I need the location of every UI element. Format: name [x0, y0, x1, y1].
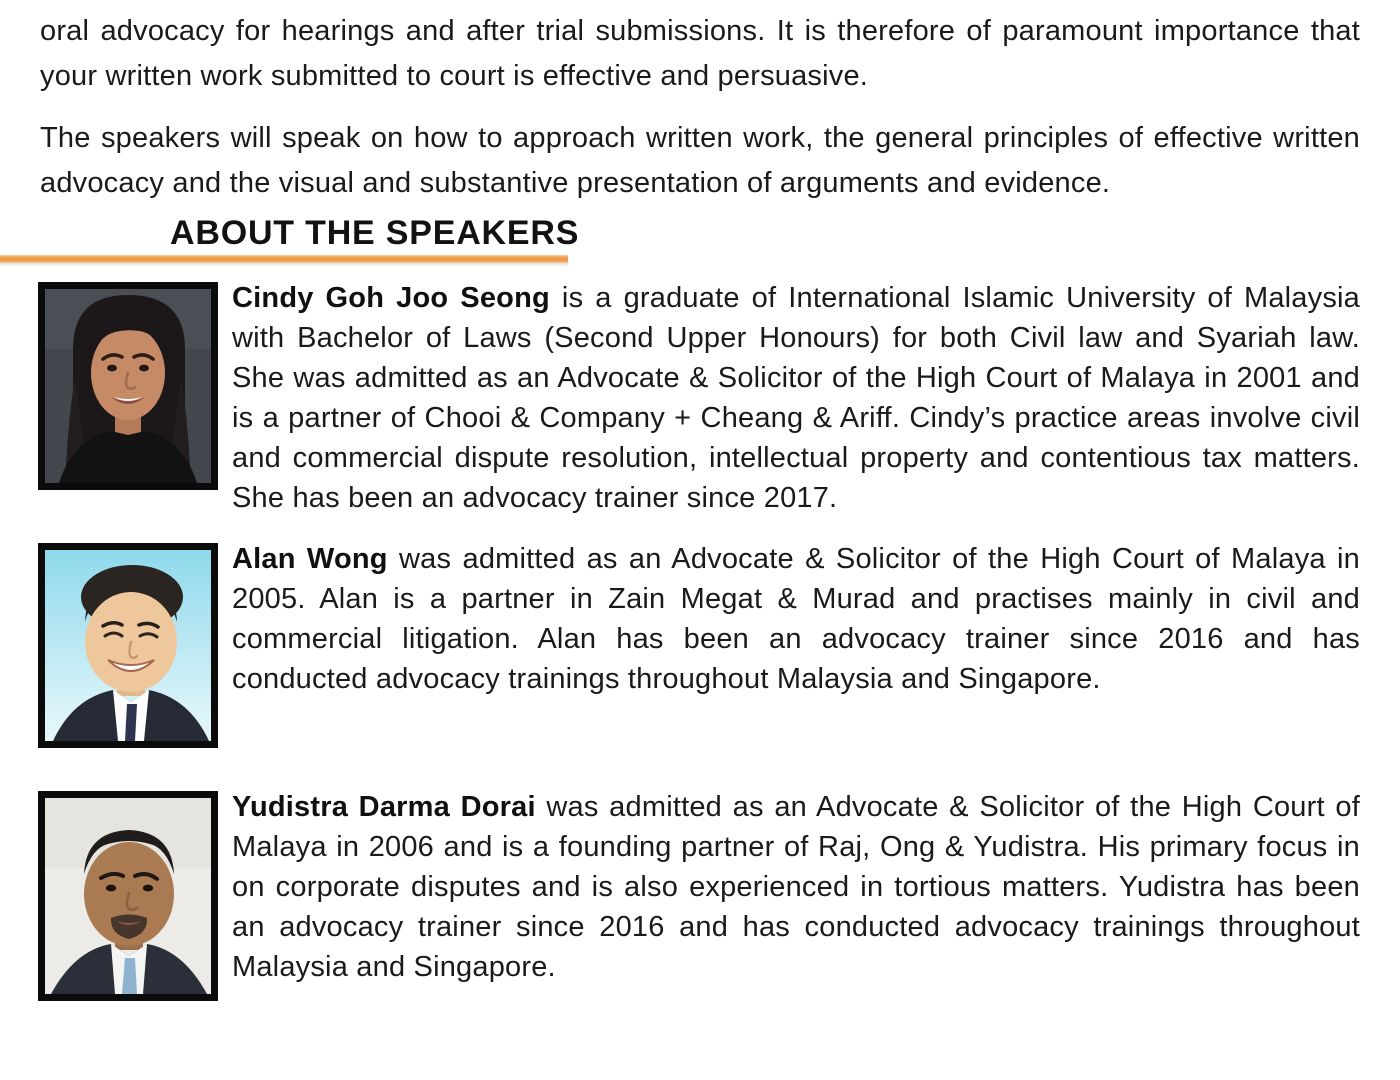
intro-paragraph-2: The speakers will speak on how to approach written work, the general principles of effective written advocacy and the visual and substantive presentation of arguments and evidence.: [40, 122, 1360, 199]
speaker-name: Yudistra Darma Dorai: [232, 791, 536, 823]
speaker-name: Cindy Goh Joo Seong: [232, 282, 550, 314]
section-heading: ABOUT THE SPEAKERS: [170, 214, 580, 252]
speaker-section-alan: [38, 539, 1360, 756]
speaker-section-yudistra: [38, 787, 1360, 1009]
speaker-bio-text: is a graduate of International Islamic University of Malaysia with Bachelor of Laws (Second Upper Honours) for both Civil law and Syariah law. She was admitted as an Advocate & Solicitor of the High Court of Malaya in 2001 and is a partner of Chooi & Company + Cheang & Ariff. Cindy’s practice areas involve civil and commercial dispute resolution, intellectual property and contentious tax matters. She has been an advocacy trainer since 2017.: [232, 282, 1360, 514]
orange-divider: [0, 255, 568, 263]
clipped-text: [38, 0, 1360, 8]
portrait-yudistra-illustration: [45, 798, 211, 994]
speaker-photo-yudistra: [38, 791, 218, 1001]
speaker-section-cindy: [38, 278, 1360, 518]
speaker-bio: [38, 278, 1360, 518]
speaker-bio-text: was admitted as an Advocate & Solicitor of the High Court of Malaya in 2005. Alan is a partner in Zain Megat & Murad and practises mainly in civil and commercial litigation. Alan has been an advocacy trainer since 2016 and has conducted advocacy trainings throughout Malaysia and Singapore.: [232, 543, 1360, 695]
speaker-photo-alan: [38, 543, 218, 748]
intro-paragraph-1: oral advocacy for hearings and after trial submissions. It is therefore of paramount importance that your written work submitted to court is effective and persuasive.: [40, 15, 1360, 92]
speaker-bio: [38, 787, 1360, 987]
speaker-bio: [38, 539, 1360, 699]
clipped-text-line: [38, 0, 1360, 9]
speaker-name: Alan Wong: [232, 543, 388, 575]
speaker-bio-text: was admitted as an Advocate & Solicitor of the High Court of Malaya in 2006 and is a founding partner of Raj, Ong & Yudistra. His primary focus in on corporate disputes and is also experienced in tortious matters. Yudistra has been an advocacy trainer since 2016 and has conducted advocacy trainings throughout Malaysia and Singapore.: [232, 791, 1360, 983]
portrait-alan-illustration: [45, 550, 211, 741]
speaker-photo-cindy: [38, 282, 218, 490]
portrait-cindy-illustration: [45, 289, 211, 483]
